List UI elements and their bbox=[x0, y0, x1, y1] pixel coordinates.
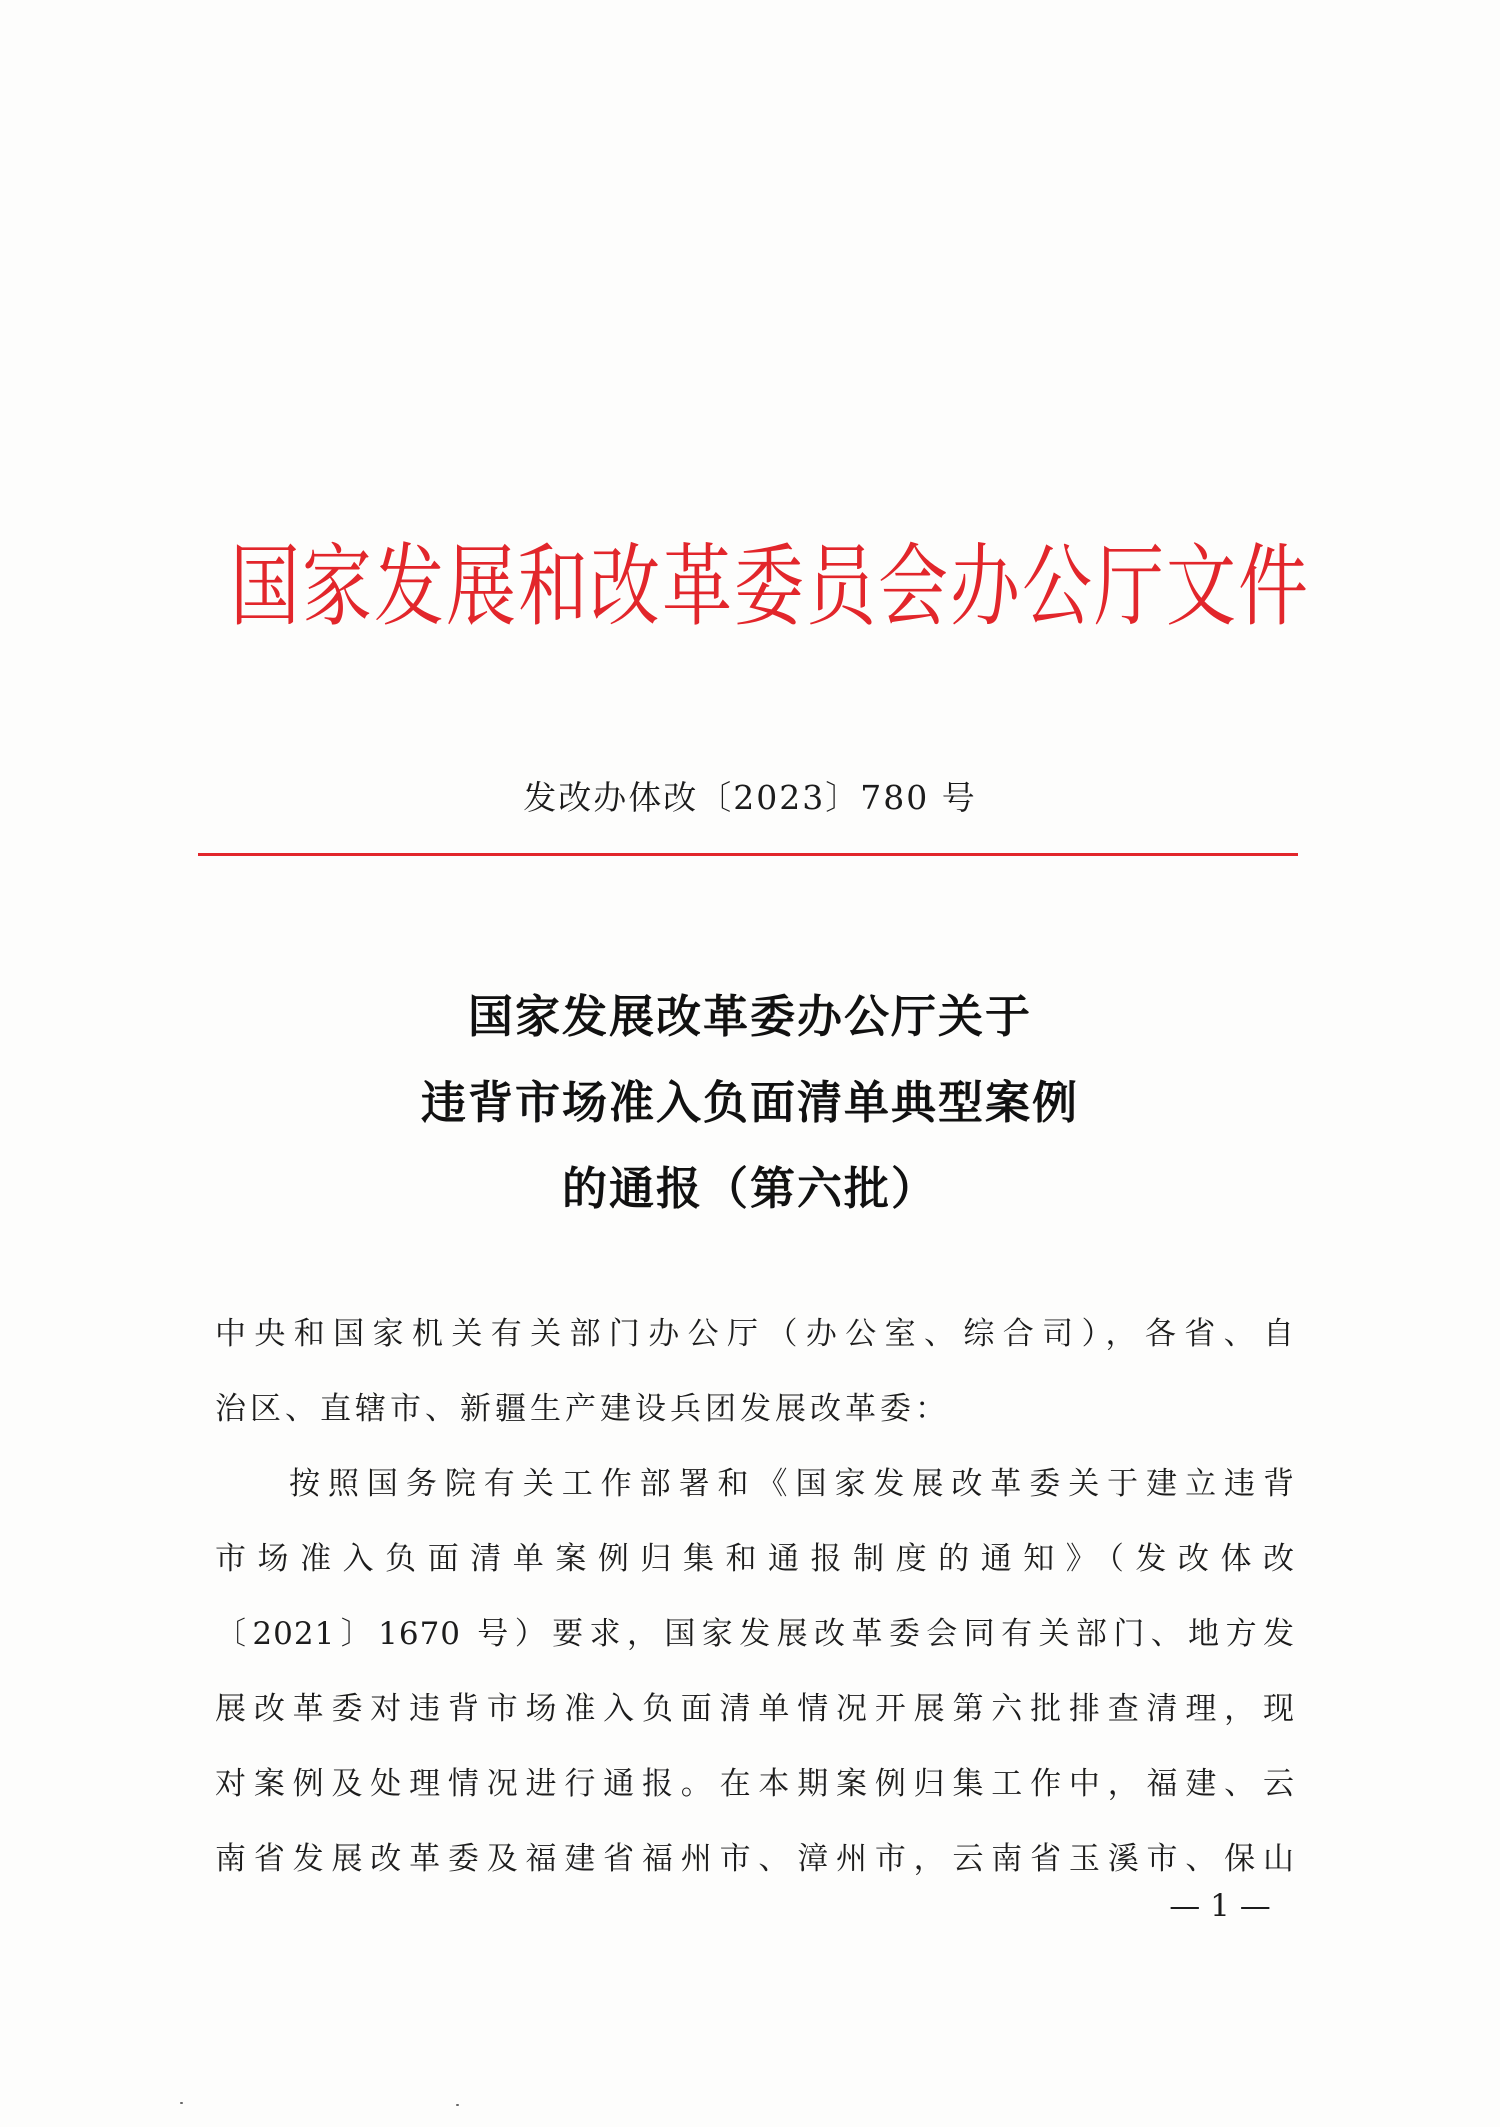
body-line-2: 市场准入负面清单案例归集和通报制度的通知》（发改体改 bbox=[215, 1541, 1295, 1577]
red-separator-rule bbox=[198, 853, 1298, 856]
scan-speck bbox=[456, 2104, 459, 2106]
title-line-2: 违背市场准入负面清单典型案例 bbox=[420, 1076, 1079, 1129]
page-number: — 1 — bbox=[1169, 1888, 1271, 1924]
addressee-line-2: 治区、直辖市、新疆生产建设兵团发展改革委： bbox=[215, 1391, 950, 1427]
body-line-6: 南省发展改革委及福建省福州市、漳州市，云南省玉溪市、保山 bbox=[215, 1841, 1295, 1877]
title-line-3: 的通报（第六批） bbox=[561, 1162, 938, 1215]
body-line-1: 按照国务院有关工作部署和《国家发展改革委关于建立违背 bbox=[289, 1466, 1295, 1502]
addressee-line-1: 中央和国家机关有关部门办公厅（办公室、综合司），各省、自 bbox=[215, 1316, 1295, 1352]
body-line-4: 展改革委对违背市场准入负面清单情况开展第六批排查清理，现 bbox=[215, 1691, 1295, 1727]
scan-speck bbox=[180, 2102, 183, 2104]
document-number: 发改办体改〔2023〕780 号 bbox=[523, 778, 977, 817]
title-line-1: 国家发展改革委办公厅关于 bbox=[467, 990, 1032, 1043]
masthead-title: 国家发展和改革委员会办公厅文件 bbox=[230, 534, 1310, 640]
body-line-5: 对案例及处理情况进行通报。在本期案例归集工作中，福建、云 bbox=[215, 1766, 1295, 1802]
body-line-3: 〔2021〕1670 号）要求，国家发展改革委会同有关部门、地方发 bbox=[215, 1616, 1295, 1652]
